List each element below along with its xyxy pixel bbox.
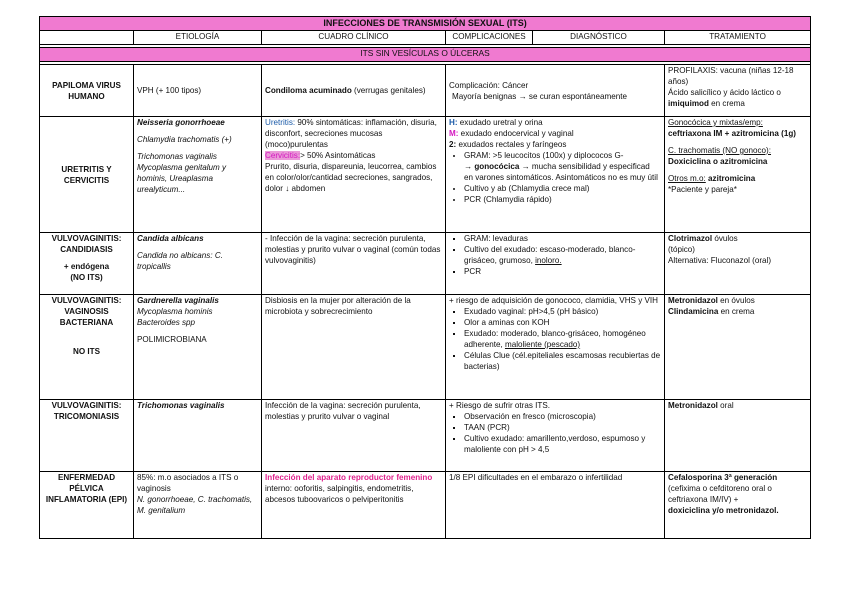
row-label: VULVOVAGINITIS: VAGINOSIS BACTERIANA NO ITS <box>40 295 134 400</box>
row-label: URETRITIS Y CERVICITIS <box>40 117 134 233</box>
etiologia-cell: Trichomonas vaginalis <box>134 400 262 472</box>
row-label: VULVOVAGINITIS: CANDIDIASIS + endógena (NO ITS) <box>40 233 134 295</box>
cuadro-cell: Uretritis: 90% sintomáticas: inflamación, disuria, disconfort, secreciones mucosas (moco)purulentas Cervicitis:> 50% Asintomáticas Prurito, disuria, dispareunia, leucorrea, cambios en color/olor/cantidad secreciones, sangrados, dolor ↓ abdomen <box>262 117 446 233</box>
cuadro-cell: Infección de la vagina: secreción purulenta, molestias y prurito vulvar o vaginal <box>262 400 446 472</box>
row-vaginosis <box>40 295 811 400</box>
its-table <box>39 16 811 539</box>
tratamiento-cell: Cefalosporina 3ª generación (cefixima o cefditoreno oral o ceftriaxona IM/IV) + doxiciclina y/o metronidazol. <box>665 472 811 539</box>
etiologia-cell: VPH (+ 100 tipos) <box>134 65 262 117</box>
row-label: VULVOVAGINITIS: TRICOMONIASIS <box>40 400 134 472</box>
complicaciones-cell: Complicación: Cáncer Mayoría benignas → se curan espontáneamente <box>446 65 665 117</box>
tratamiento-cell: Metronidazol en óvulos Clindamicina en crema <box>665 295 811 400</box>
diagnostico-cell: + riesgo de adquisición de gonococo, clamidia, VHS y VIH ▪ Exudado vaginal: pH>4,5 (pH básico) ▪ Olor a aminas con KOH ▪ Exudado: moderado, blanco-grisáceo, homogéneo adherente, maloliente (pescado) ▪ Células Clue (cél.epiteliales escamosas recubiertas de bacterias) <box>446 295 665 400</box>
header-cuadro: CUADRO CLÍNICO <box>262 31 446 45</box>
row-label: ENFERMEDAD PÉLVICA INFLAMATORIA (EPI) <box>40 472 134 539</box>
diagnostico-cell: H: exudado uretral y orina M: exudado endocervical y vaginal 2: exudados rectales y faríngeos • GRAM: >5 leucocitos (100x) y diplococos G- → gonocócica → mucha sensibilidad y especificad en varones sintomáticos. Asintomáticos no es muy útil • Cultivo y ab (Chlamydia crece mal) • PCR (Chlamydia rápido) <box>446 117 665 233</box>
header-tratamiento: TRATAMIENTO <box>665 31 811 45</box>
complicaciones-cell: 1/8 EPI dificultades en el embarazo o infertilidad <box>446 472 665 539</box>
header-diagnostico: DIAGNÓSTICO <box>533 31 665 45</box>
cuadro-cell: Disbiosis en la mujer por alteración de la microbiota y sobrecrecimiento <box>262 295 446 400</box>
cuadro-cell: Condiloma acuminado (verrugas genitales) <box>262 65 446 117</box>
section-header: ITS SIN VESÍCULAS O ÚLCERAS <box>40 48 811 62</box>
tratamiento-cell: Metronidazol oral <box>665 400 811 472</box>
table-title: INFECCIONES DE TRANSMISIÓN SEXUAL (ITS) <box>40 17 811 31</box>
etiologia-cell: 85%: m.o asociados a ITS o vaginosis N. gonorrhoeae, C. trachomatis, M. genitalium <box>134 472 262 539</box>
cuadro-cell: - Infección de la vagina: secreción purulenta, molestias y prurito vulvar o vaginal (común todas vulvovaginitis) <box>262 233 446 295</box>
etiologia-cell: Gardnerella vaginalis Mycoplasma hominis Bacteroides spp POLIMICROBIANA <box>134 295 262 400</box>
row-epi <box>40 472 811 539</box>
diagnostico-cell: ▪ GRAM: levaduras ▪ Cultivo del exudado: escaso-moderado, blanco-grisáceo, grumoso, inoloro. ▪ PCR <box>446 233 665 295</box>
row-uretritis <box>40 117 811 233</box>
header-complicaciones: COMPLICACIONES <box>446 31 533 45</box>
diagnostico-cell: + Riesgo de sufrir otras ITS. ▪ Observación en fresco (microscopia) ▪ TAAN (PCR) ▪ Cultivo exudado: amarillento,verdoso, espumoso y maloliente con pH > 4,5 <box>446 400 665 472</box>
tratamiento-cell: Clotrimazol óvulos (tópico) Alternativa: Fluconazol (oral) <box>665 233 811 295</box>
etiologia-cell: Candida albicans Candida no albicans: C. tropicallis <box>134 233 262 295</box>
tratamiento-cell: PROFILAXIS: vacuna (niñas 12-18 años) Ácido salicílico y ácido láctico o imiquimod en crema <box>665 65 811 117</box>
row-label: PAPILOMA VIRUS HUMANO <box>40 65 134 117</box>
header-empty <box>40 31 134 45</box>
row-tricomoniasis <box>40 400 811 472</box>
etiologia-cell: Neisseria gonorrhoeae Chlamydia trachomatis (+) Trichomonas vaginalis Mycoplasma genitalum y hominis, Ureaplasma urealyticum... <box>134 117 262 233</box>
header-etiologia: ETIOLOGÍA <box>134 31 262 45</box>
row-vph <box>40 65 811 117</box>
row-candidiasis <box>40 233 811 295</box>
cuadro-cell: Infección del aparato reproductor femenino interno: ooforitis, salpingitis, endometritis, abcesos tuboovaricos o pelviperitonitis <box>262 472 446 539</box>
tratamiento-cell: Gonocócica y mixtas/emp: ceftriaxona IM + azitromicina (1g) C. trachomatis (NO gonoco): Doxiciclina o azitromicina Otros m.o: azitromicina *Paciente y pareja* <box>665 117 811 233</box>
